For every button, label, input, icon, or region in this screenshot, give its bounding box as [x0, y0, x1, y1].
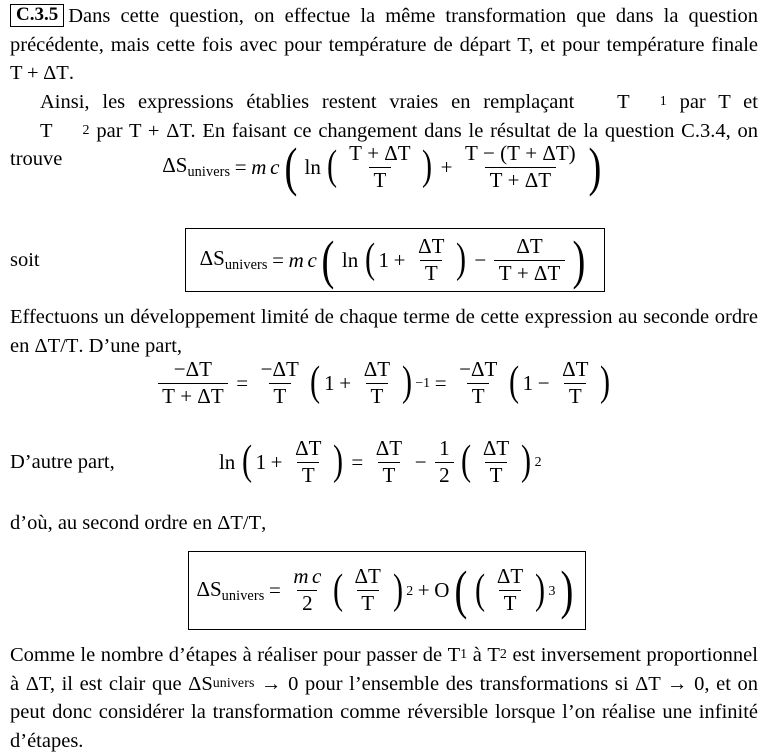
equation-1-row [0, 136, 768, 197]
equation-5-row [0, 551, 768, 630]
inline-t1: T 1 [617, 91, 667, 113]
paren-close-outer: ) [572, 229, 586, 290]
paren-open-sq2: ( [332, 566, 343, 613]
paragraph-conclusion-part-d: → 0 pour l’ensemble des transformations si ΔT → 0, et on peut donc considérer la transformation comme réversible lorsque l’on réalise une infinité d’étapes. [10, 672, 758, 752]
paren-open-bigo: ( [454, 560, 467, 621]
dautre-part-label: D’autre part, [10, 450, 115, 473]
paren-close-sq2: ) [392, 566, 403, 613]
paragraph-dou-block [0, 509, 768, 538]
frac-dt-over-t-e: $\frac{\Delta T}{T}$ [482, 436, 510, 487]
paren-open-sq: ( [461, 438, 472, 485]
paragraph-dl [0, 303, 768, 360]
paren-close-ln: ) [333, 438, 344, 485]
frac-t-plus-dt-over-t: $\frac{T + \Delta T}{T}$ [349, 141, 411, 192]
paragraph-intro [0, 2, 768, 88]
equation-3-math: $\frac{-\Delta T}{T + \Delta T}$ = $\frac{-\Delta T}{T}$ ( 1 + $\frac{\Delta T}{T}$ ) −1 = $\frac{-\Delta T}{T}$ ( 1 − $\frac{\Delta T}{T}$ ) [154, 358, 614, 408]
frac-one-half: $\frac{1}{2}$ [435, 437, 455, 487]
frac-dt-over-t: $\frac{\Delta T}{T}$ [418, 233, 445, 285]
frac-mc-over-2: $\frac{\text{m c}}{2}$ [293, 564, 322, 615]
paragraph-ainsi-part-a: Ainsi, les expressions établies restent vraies en remplaçant [40, 91, 588, 113]
soit-label: soit [10, 248, 40, 271]
equation-4-row [0, 437, 768, 487]
paragraph-dou-part-a: d’où, au second ordre en [10, 512, 218, 534]
inline-dt-over-t-1: ΔT/T [34, 334, 79, 357]
frac-dt-over-t-b: $\frac{\Delta T}{T}$ [562, 357, 589, 408]
paren-open-ln: ( [364, 236, 375, 283]
frac-t-minus-t-plus-dt: $\frac{T - (T + \Delta T)}{T + \Delta T}$ [464, 141, 576, 192]
equation-2-row [0, 228, 768, 292]
paren-open-ln: ( [327, 143, 338, 190]
equation-1-math: $\Delta S_{univers}$ = m c ( ln ( $\frac{T + \Delta T}{T}$ ) + $\frac{T - (T + \Delta T)}{T + \Delta T}$ ) [162, 136, 602, 197]
inline-delta-s-univers: ΔS univers [188, 672, 255, 695]
inline-t2: T 2 [40, 119, 90, 142]
equation-4-math: ln ( 1 + $\frac{\Delta T}{T}$ ) = $\frac{\Delta T}{T}$ − $\frac{1}{2}$ ( $\frac{\Delta T}{T}$ ) 2 [218, 436, 542, 487]
equation-5-math: $\Delta S_{univers}$ = $\frac{\text{m c}}{2}$ ( $\frac{\Delta T}{T}$ ) 2 + O ( ( $\frac{\Delta T}{T}$ ) 3 ) [196, 560, 573, 621]
inline-t1-b: T 1 [447, 644, 468, 666]
paragraph-dl-part-b: . D’une part, [78, 334, 183, 357]
paren-open-ln: ( [241, 438, 252, 485]
paren-open-outer: ( [321, 229, 335, 290]
frac-dt-over-t-c: $\frac{\Delta T}{T}$ [295, 436, 322, 487]
paragraph-dou-part-b: , [261, 512, 267, 534]
equation-1 [0, 136, 768, 197]
paragraph-conclusion-part-c: est inversement proportionnel à ΔT, il est clair que [10, 644, 758, 695]
paragraph-ainsi-part-b: par T et [666, 91, 758, 113]
paragraph-intro-block [0, 2, 768, 88]
frac-dt-over-t-f: $\frac{\Delta T}{T}$ [354, 564, 381, 615]
equation-2-box [185, 228, 605, 292]
equation-5 [0, 551, 768, 630]
equation-4-wrap [216, 437, 768, 487]
equation-5-box [188, 551, 586, 630]
paragraph-dl-part-a: Effectuons un développement limité de chaque terme de cette expression au seconde ordre en [10, 306, 758, 357]
question-tag-c35: C.3.5 [10, 4, 64, 27]
paren-open-cube: ( [475, 566, 486, 613]
dautre-part-equation-row [0, 437, 768, 487]
soit-equation-row [0, 228, 768, 292]
paragraph-dl-block [0, 303, 768, 360]
inline-t2-b: T 2 [487, 644, 507, 666]
equation-2-math: $\Delta S_{univers}$ = m c ( ln ( 1 + $\frac{\Delta T}{T}$ ) − $\frac{\Delta T}{T + \Delta T}$ ) [199, 229, 586, 290]
frac-dt-over-t-plus-dt: $\frac{\Delta T}{T + \Delta T}$ [494, 235, 565, 285]
exponent-two-2: 2 [406, 582, 414, 598]
paren-close-sq: ) [520, 438, 531, 485]
frac-dt-over-t-g: $\frac{\Delta T}{T}$ [496, 564, 524, 615]
paragraph-conclusion-part-a: Comme le nombre d’étapes à réaliser pour passer de [10, 644, 448, 666]
paren-close-ln: ) [456, 236, 467, 283]
exponent-two: 2 [534, 454, 542, 470]
paren-close-outer: ) [588, 136, 602, 197]
frac-minus-dt-over-t-b: $\frac{-\Delta T}{T}$ [459, 357, 498, 408]
frac-dt-over-t-d: $\frac{\Delta T}{T}$ [375, 436, 403, 487]
paragraph-dou [0, 509, 768, 538]
paragraph-conclusion-block [0, 641, 768, 755]
paragraph-intro-text: Dans cette question, on effectue la même transformation que dans la question précédente, mais cette fois avec pour température de départ T, et pour température finale T + ΔT. [10, 5, 758, 84]
exponent-three: 3 [548, 582, 556, 598]
paren-close-cube: ) [534, 566, 545, 613]
paragraph-conclusion [0, 641, 768, 755]
paren-open-a: ( [310, 359, 321, 406]
equation-3-row [0, 358, 768, 408]
paragraph-conclusion-part-b: à [467, 644, 488, 666]
frac-minus-dt-over-t-plus-dt: $\frac{-\Delta T}{T + \Delta T}$ [158, 358, 229, 408]
paren-close-b: ) [600, 359, 611, 406]
inline-delta-t-1: ΔT [43, 62, 69, 85]
frac-dt-over-t-a: $\frac{\Delta T}{T}$ [363, 357, 391, 408]
paren-close-bigo: ) [560, 560, 573, 621]
paren-open-outer: ( [284, 136, 297, 197]
frac-minus-dt-over-t-a: $\frac{-\Delta T}{T}$ [260, 357, 299, 408]
equation-3 [0, 358, 768, 408]
paragraph-ainsi-part-c: par T + ΔT. En faisant ce changement dans le résultat de la question C.3.4, on trouve [10, 119, 758, 171]
paren-close-ln: ) [422, 143, 433, 190]
paren-open-b: ( [508, 359, 519, 406]
inline-dt-over-t-2: ΔT/T [217, 512, 262, 534]
paren-close-a: ) [401, 359, 412, 406]
exponent-minus-one: −1 [415, 375, 431, 391]
